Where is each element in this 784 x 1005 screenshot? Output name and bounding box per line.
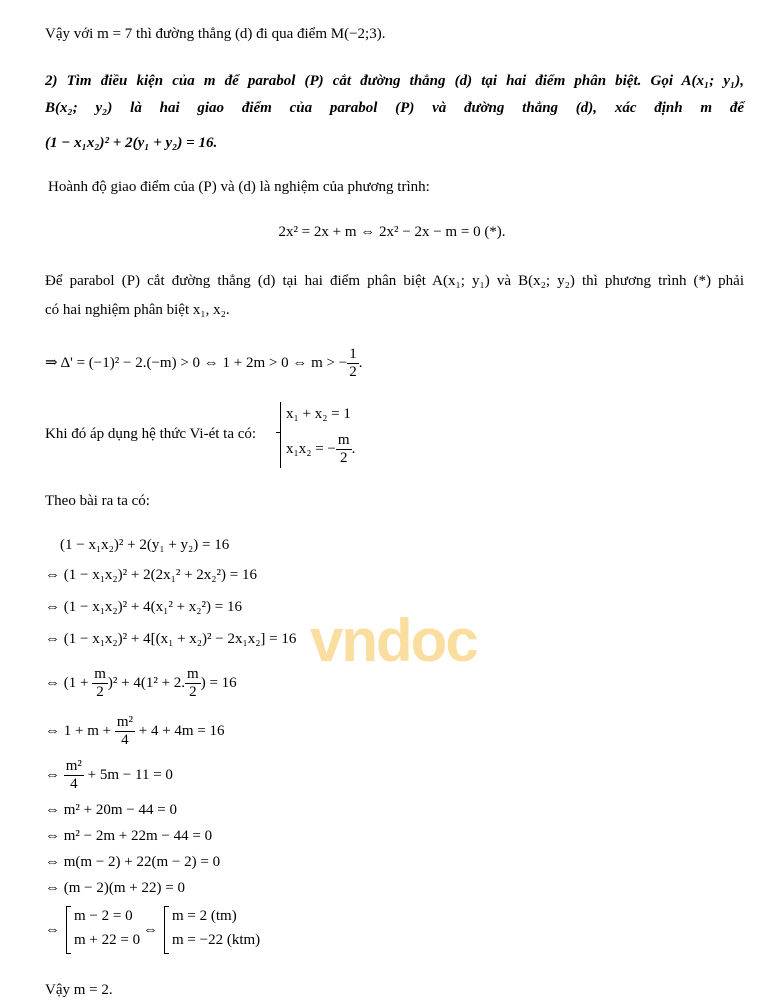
vieta-eq2-lhs: x₁x₂ = − bbox=[286, 441, 336, 457]
step-5-b: )² + 4(1² + 2. bbox=[107, 675, 186, 691]
vieta-system bbox=[280, 402, 360, 468]
step-11: ⇔ (m − 2)(m + 22) = 0 bbox=[45, 880, 185, 896]
step-7-b: + 5m − 11 = 0 bbox=[87, 767, 173, 783]
vieta-eq2-fraction bbox=[336, 432, 352, 467]
step-5-a: ⇔ (1 + bbox=[45, 675, 89, 691]
step-5-den1: 2 bbox=[96, 684, 104, 701]
step-12-bracket-left bbox=[66, 906, 71, 954]
vieta-eq2-num: m bbox=[337, 432, 350, 449]
vieta-text: Khi đó áp dụng hệ thức Vi-ét ta có: bbox=[45, 426, 257, 442]
step-5-num1: m bbox=[94, 666, 106, 683]
step-12-left1: m − 2 = 0 bbox=[74, 908, 133, 924]
step-5-fraction2 bbox=[185, 666, 201, 701]
equation-star: 2x² = 2x + m ⇔ 2x² − 2x − m = 0 (*). bbox=[278, 224, 506, 240]
problem-heading-line1: 2) Tìm điều kiện của m để parabol (P) cắt đường thẳng (d) tại hai điểm phân biệt. Gọi A(x₁; y₁), bbox=[45, 73, 744, 89]
delta-inequality bbox=[45, 343, 362, 383]
intersection-intro: Hoành độ giao điểm của (P) và (d) là nghiệm của phương trình: bbox=[48, 179, 430, 195]
theo-bai-ra: Theo bài ra ta có: bbox=[45, 493, 150, 509]
step-7-a: ⇔ bbox=[45, 767, 60, 783]
delta-den: 2 bbox=[349, 364, 357, 381]
step-8: ⇔ m² + 20m − 44 = 0 bbox=[45, 802, 177, 818]
step-7-num: m² bbox=[65, 758, 82, 775]
step-7-den: 4 bbox=[70, 776, 78, 793]
step-10: ⇔ m(m − 2) + 22(m − 2) = 0 bbox=[45, 854, 221, 870]
step-2: ⇔ (1 − x₁x₂)² + 2(2x₁² + 2x₂²) = 16 bbox=[45, 567, 257, 583]
step-6-a: ⇔ 1 + m + bbox=[45, 723, 112, 739]
step-9: ⇔ m² − 2m + 22m − 44 = 0 bbox=[45, 828, 213, 844]
step-12-right1: m = 2 (tm) bbox=[172, 908, 237, 924]
step-12-left2: m + 22 = 0 bbox=[74, 932, 141, 948]
condition-line2: có hai nghiệm phân biệt x₁, x₂. bbox=[45, 302, 230, 318]
step-5-fraction1 bbox=[92, 666, 108, 701]
step-6-fraction bbox=[115, 714, 135, 749]
step-5-num2: m bbox=[187, 666, 199, 683]
step-12-arrow: ⇔ bbox=[45, 922, 60, 938]
vieta-eq1: x₁ + x₂ = 1 bbox=[286, 406, 351, 422]
step-6-den: 4 bbox=[121, 732, 129, 749]
problem-heading-line3: (1 − x₁x₂)² + 2(y₁ + y₂) = 16. bbox=[45, 135, 218, 151]
step-7-fraction bbox=[64, 758, 84, 793]
vieta-end: . bbox=[351, 441, 356, 457]
step-12-bracket-right bbox=[164, 906, 169, 954]
step-6-num: m² bbox=[116, 714, 134, 731]
vndoc-watermark: vndoc bbox=[310, 607, 477, 674]
delta-lhs: ⇒ Δ' = (−1)² − 2.(−m) > 0 ⇔ 1 + 2m > 0 ⇔ m > − bbox=[45, 355, 348, 371]
step-12-arrow2: ⇔ bbox=[143, 922, 158, 938]
step-6-b: + 4 + 4m = 16 bbox=[138, 723, 225, 739]
final-conclusion: Vậy m = 2. bbox=[45, 982, 113, 998]
step-5 bbox=[45, 664, 237, 702]
vieta-eq2 bbox=[286, 430, 355, 468]
step-4: ⇔ (1 − x₁x₂)² + 4[(x₁ + x₂)² − 2x₁x₂] = 16 bbox=[45, 631, 297, 647]
delta-fraction bbox=[347, 346, 359, 381]
step-1: (1 − x₁x₂)² + 2(y₁ + y₂) = 16 bbox=[60, 537, 230, 553]
step-3: ⇔ (1 − x₁x₂)² + 4(x₁² + x₂²) = 16 bbox=[45, 599, 242, 615]
problem-heading-line2: B(x₂; y₂) là hai giao điểm của parabol (P) và đường thẳng (d), xác định m để bbox=[45, 100, 744, 116]
delta-end: . bbox=[358, 355, 363, 371]
step-12-right2: m = −22 (ktm) bbox=[172, 932, 261, 948]
step-5-den2: 2 bbox=[189, 684, 197, 701]
vieta-eq2-den: 2 bbox=[339, 450, 348, 467]
condition-line1: Để parabol (P) cắt đường thẳng (d) tại hai điểm phân biệt A(x₁; y₁) và B(x₂; y₂) thì phương trình (*) phải bbox=[45, 273, 744, 289]
step-5-c: ) = 16 bbox=[200, 675, 237, 691]
conclusion-part1: Vậy với m = 7 thì đường thẳng (d) đi qua điểm M(−2;3). bbox=[45, 26, 386, 42]
step-7 bbox=[45, 756, 173, 794]
step-6 bbox=[45, 712, 225, 750]
delta-num: 1 bbox=[349, 346, 357, 363]
